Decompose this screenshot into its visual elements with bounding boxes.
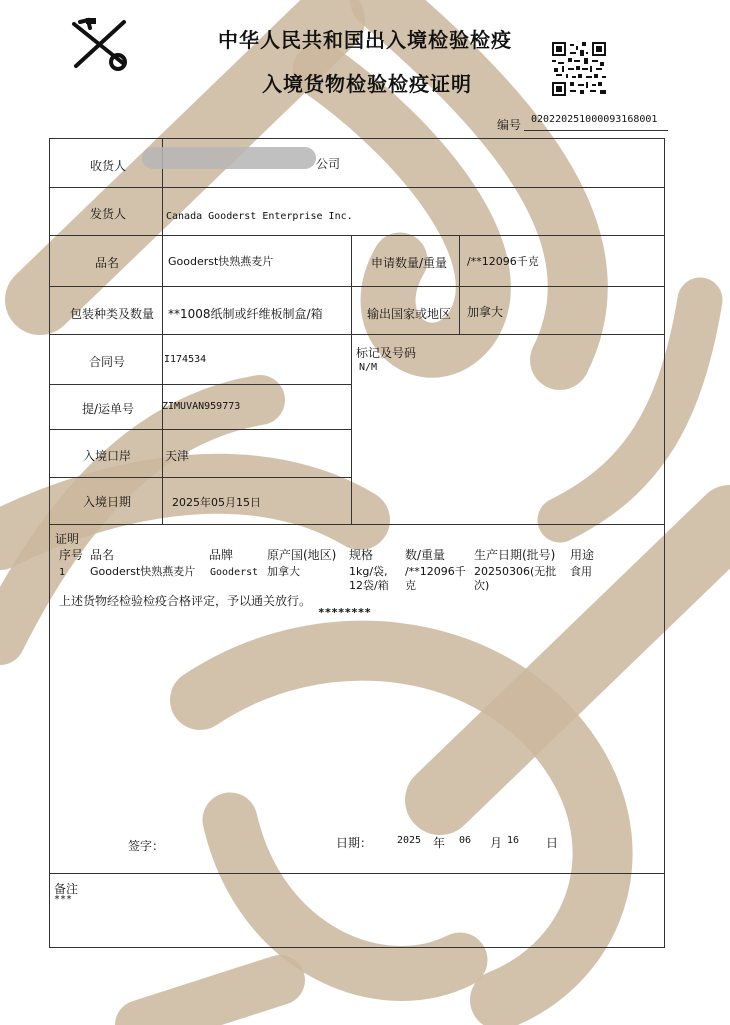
statement-stars: ******** [318,606,371,619]
remarks-value: *** [54,894,73,905]
certificate-section-label: 证明 [55,532,80,546]
packing-label: 包装种类及数量 [70,307,155,321]
qr-code-icon [552,42,606,96]
emblem-icon [66,14,136,74]
bl-label: 提/运单号 [82,402,135,416]
column-divider [162,138,163,524]
col-origin: 原产国(地区) [267,548,337,562]
date-year-char: 年 [433,836,446,850]
serial-number: 020220251000093168001 [531,114,658,125]
quantity-label: 申请数量/重量 [371,256,448,270]
redaction-bar [142,147,316,169]
consignor-value: Canada Gooderst Enterprise Inc. [166,211,353,222]
row-qty-1: /**12096千 [405,565,466,578]
row-divider [49,429,352,430]
document-subtitle: 入境货物检验检疫证明 [262,72,472,96]
signature-label: 签字： [128,839,165,853]
packing-value: **1008纸制或纤维板制盒/箱 [168,307,323,321]
origin-country-value: 加拿大 [467,305,504,319]
row-use: 食用 [570,565,592,578]
column-divider [459,235,460,334]
row-divider [49,334,665,335]
document-title: 中华人民共和国出入境检验检疫 [218,28,512,52]
row-spec-1: 1kg/袋, [349,565,388,578]
quantity-value: /**12096千克 [467,255,539,268]
row-divider [49,477,352,478]
contract-label: 合同号 [89,355,126,369]
port-label: 入境口岸 [83,449,132,463]
date-label: 日期： [336,836,373,850]
consignor-label: 发货人 [90,207,127,221]
col-brand: 品牌 [209,548,234,562]
col-use: 用途 [570,548,595,562]
row-spec-2: 12袋/箱 [349,579,389,592]
col-qty: 数/重量 [405,548,446,562]
contract-value: I174534 [164,354,207,365]
col-spec: 规格 [349,548,374,562]
entry-date-label: 入境日期 [83,495,132,509]
date-month: 06 [459,835,472,846]
remarks-label: 备注 [54,882,79,896]
date-month-char: 月 [490,836,503,850]
port-value: 天津 [165,449,190,463]
row-origin: 加拿大 [267,565,300,578]
column-divider [351,235,352,524]
row-brand: Gooderst [210,567,259,578]
date-day: 16 [507,835,520,846]
origin-country-label: 输出国家或地区 [367,307,452,321]
row-name: Gooderst快熟燕麦片 [90,565,196,578]
row-divider [49,384,352,385]
row-divider [49,524,665,525]
date-day-char: 日 [546,836,559,850]
serial-label: 编号 [497,118,522,132]
row-divider [49,187,665,188]
consignee-label: 收货人 [90,159,127,173]
col-prod-date: 生产日期(批号) [474,548,556,562]
date-year: 2025 [397,835,422,846]
col-no: 序号 [59,548,84,562]
row-divider [49,873,665,874]
entry-date-value: 2025年05月15日 [172,496,261,509]
marks-label: 标记及号码 [356,346,417,360]
marks-value: N/M [359,362,378,373]
row-no: 1 [59,567,66,578]
consignee-value: 公司 [316,157,341,171]
row-prod-date-1: 20250306(无批 [474,565,557,578]
row-prod-date-2: 次) [474,579,490,592]
row-qty-2: 克 [405,579,416,592]
certificate-statement: 上述货物经检验检疫合格评定，予以通关放行。 [59,594,312,608]
certificate-frame [49,138,665,948]
row-divider [49,235,665,236]
row-divider [49,286,665,287]
col-name: 品名 [90,548,115,562]
product-label: 品名 [95,256,120,270]
product-value: Gooderst快熟燕麦片 [168,255,274,268]
bl-value: ZIMUVAN959773 [162,401,241,412]
serial-underline [524,130,668,131]
